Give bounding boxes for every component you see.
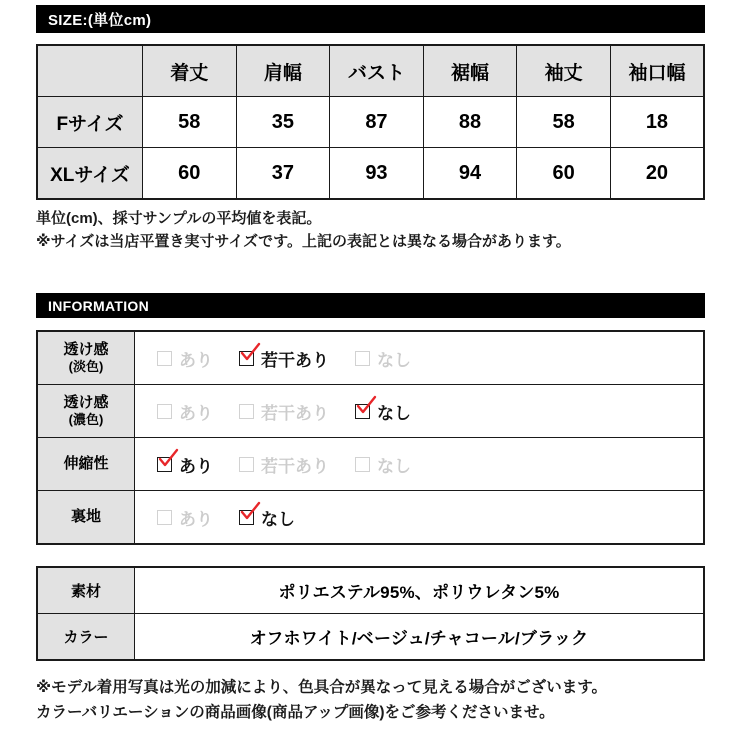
size-section-header: [36, 5, 705, 33]
option-label: あり: [179, 350, 213, 370]
option-lining-0[interactable]: [157, 505, 213, 530]
option-group: [157, 399, 703, 424]
option-sheerness-dark-0[interactable]: [157, 399, 213, 424]
size-column-header-4: 袖丈: [517, 45, 611, 97]
size-notes: [36, 207, 571, 254]
table-row: [37, 148, 704, 200]
option-sheerness-light-1[interactable]: [239, 346, 329, 371]
option-group: [157, 452, 703, 477]
size-value-f-3: 88: [423, 97, 517, 148]
size-value-f-0: 58: [143, 97, 237, 148]
table-row: [37, 97, 704, 148]
size-table: [36, 44, 705, 200]
size-note-line-2: ※サイズは当店平置き実寸サイズです。上記の表記とは異なる場合があります。: [36, 233, 571, 251]
material-row-label-color: カラー: [37, 614, 135, 661]
checkbox-unchecked-icon[interactable]: [157, 510, 172, 525]
size-column-header-2: バスト: [330, 45, 424, 97]
footer-notes: [36, 676, 607, 726]
option-label: 若干あり: [261, 456, 329, 476]
info-row-label-sheerness-dark: [37, 385, 135, 438]
option-label: なし: [377, 403, 411, 423]
info-row-label-stretch: [37, 438, 135, 491]
size-note-line-1: 単位(cm)、採寸サンプルの平均値を表記。: [36, 210, 322, 227]
option-sheerness-dark-2[interactable]: [355, 399, 411, 424]
info-row-label-lining: [37, 491, 135, 545]
checkbox-unchecked-icon[interactable]: [355, 457, 370, 472]
option-group: [157, 346, 703, 371]
option-label: なし: [377, 456, 411, 476]
size-table-corner-cell: [37, 45, 143, 97]
checkbox-checked-icon[interactable]: [157, 457, 172, 472]
size-section-title: SIZE:(単位cm): [48, 11, 152, 29]
size-value-xl-1: 37: [236, 148, 330, 200]
size-column-header-1: 肩幅: [236, 45, 330, 97]
size-value-f-5: 18: [610, 97, 704, 148]
option-label: あり: [179, 456, 213, 476]
info-label-sub: (淡色): [68, 359, 104, 375]
information-section-title: INFORMATION: [48, 297, 150, 314]
material-row-value-fabric: ポリエステル95%、ポリウレタン5%: [135, 567, 705, 614]
option-label: 若干あり: [261, 403, 329, 423]
table-row: [37, 491, 704, 545]
option-group: [157, 505, 703, 530]
size-column-header-0: 着丈: [143, 45, 237, 97]
option-label: あり: [179, 509, 213, 529]
check-mark-icon: [355, 396, 377, 418]
info-label-main: 透け感: [63, 393, 109, 411]
checkbox-checked-icon[interactable]: [355, 404, 370, 419]
option-sheerness-light-0[interactable]: [157, 346, 213, 371]
info-label-main: 伸縮性: [63, 454, 109, 472]
info-row-options-stretch: [135, 438, 705, 491]
option-stretch-1[interactable]: [239, 452, 329, 477]
information-table: [36, 330, 705, 545]
check-mark-icon: [157, 449, 179, 471]
size-value-xl-3: 94: [423, 148, 517, 200]
material-table: [36, 566, 705, 661]
table-row: [37, 385, 704, 438]
info-row-options-sheerness-light: [135, 331, 705, 385]
info-label-sub: (濃色): [68, 412, 104, 428]
option-stretch-2[interactable]: [355, 452, 411, 477]
size-table-header-row: [37, 45, 704, 97]
material-row-value-color: オフホワイト/ベージュ/チャコール/ブラック: [135, 614, 705, 661]
size-value-f-4: 58: [517, 97, 611, 148]
size-column-header-3: 裾幅: [423, 45, 517, 97]
size-value-f-1: 35: [236, 97, 330, 148]
option-label: 若干あり: [261, 350, 329, 370]
check-mark-icon: [239, 502, 261, 524]
size-row-label-xl: XLサイズ: [37, 148, 143, 200]
info-label-main: 透け感: [63, 340, 109, 358]
option-label: なし: [377, 350, 411, 370]
size-row-label-f: Fサイズ: [37, 97, 143, 148]
option-sheerness-dark-1[interactable]: [239, 399, 329, 424]
option-lining-1[interactable]: [239, 505, 295, 530]
footer-note-line-1: ※モデル着用写真は光の加減により、色具合が異なって見える場合がございます。: [36, 679, 608, 696]
option-stretch-0[interactable]: [157, 452, 213, 477]
option-sheerness-light-2[interactable]: [355, 346, 411, 371]
info-row-label-sheerness-light: [37, 331, 135, 385]
check-mark-icon: [239, 343, 261, 365]
table-row: [37, 438, 704, 491]
info-label-main: 裏地: [70, 507, 101, 525]
size-column-header-5: 袖口幅: [610, 45, 704, 97]
size-value-xl-4: 60: [517, 148, 611, 200]
checkbox-unchecked-icon[interactable]: [355, 351, 370, 366]
option-label: あり: [179, 403, 213, 423]
size-value-xl-5: 20: [610, 148, 704, 200]
info-row-options-sheerness-dark: [135, 385, 705, 438]
checkbox-unchecked-icon[interactable]: [239, 404, 254, 419]
info-row-options-lining: [135, 491, 705, 545]
checkbox-unchecked-icon[interactable]: [239, 457, 254, 472]
table-row: [37, 614, 704, 661]
option-label: なし: [261, 509, 295, 529]
information-section-header: [36, 293, 705, 318]
checkbox-checked-icon[interactable]: [239, 351, 254, 366]
checkbox-checked-icon[interactable]: [239, 510, 254, 525]
size-value-f-2: 87: [330, 97, 424, 148]
footer-note-line-2: カラーバリエーションの商品画像(商品アップ画像)をご参考くださいませ。: [36, 703, 555, 721]
size-value-xl-2: 93: [330, 148, 424, 200]
material-row-label-fabric: 素材: [37, 567, 135, 614]
checkbox-unchecked-icon[interactable]: [157, 351, 172, 366]
size-value-xl-0: 60: [143, 148, 237, 200]
table-row: [37, 567, 704, 614]
checkbox-unchecked-icon[interactable]: [157, 404, 172, 419]
table-row: [37, 331, 704, 385]
